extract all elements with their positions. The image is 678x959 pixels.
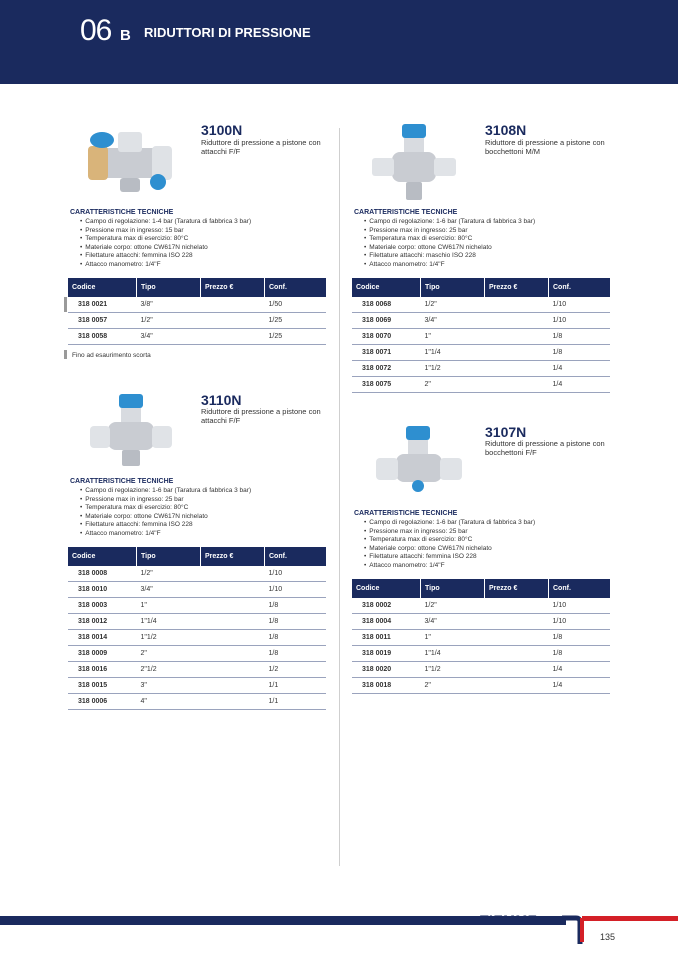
table-row xyxy=(352,377,610,393)
cell-conf: 1/4 xyxy=(549,678,611,694)
table-row xyxy=(352,662,610,678)
cell-conf: 1/10 xyxy=(549,598,611,614)
cell-codice: 318 0003 xyxy=(68,598,137,614)
cell-conf: 1/10 xyxy=(549,297,611,313)
cell-tipo: 3" xyxy=(137,678,201,694)
spec-item: • Temperatura max di esercizio: 80°C xyxy=(80,235,251,244)
cell-tipo: 3/4" xyxy=(137,329,201,345)
spec-title-3107n: CARATTERISTICHE TECNICHE xyxy=(354,510,458,517)
cell-codice: 318 0075 xyxy=(352,377,421,393)
table-row xyxy=(68,598,326,614)
cell-tipo: 1"1/4 xyxy=(137,614,201,630)
spec-item: • Attacco manometro: 1/4"F xyxy=(364,562,535,571)
spec-item: • Filettature attacchi: femmina ISO 228 xyxy=(80,252,251,261)
spec-item: • Campo di regolazione: 1-6 bar (Taratura di fabbrica 3 bar) xyxy=(80,487,251,496)
table-row xyxy=(352,614,610,630)
cell-codice: 318 0012 xyxy=(68,614,137,630)
cell-codice: 318 0009 xyxy=(68,646,137,662)
cell-codice: 318 0016 xyxy=(68,662,137,678)
cell-prezzo xyxy=(485,662,549,678)
cell-codice: 318 0014 xyxy=(68,630,137,646)
cell-codice: 318 0006 xyxy=(68,694,137,710)
col-header-codice: Codice xyxy=(352,579,421,598)
product-desc-3100n: Riduttore di pressione a pistone con attacchi F/F xyxy=(201,138,321,156)
spec-item: • Campo di regolazione: 1-6 bar (Taratura di fabbrica 3 bar) xyxy=(364,519,535,528)
cell-tipo: 1"1/2 xyxy=(137,630,201,646)
cell-tipo: 1" xyxy=(137,598,201,614)
cell-tipo: 4" xyxy=(137,694,201,710)
cell-conf: 1/10 xyxy=(265,566,327,582)
cell-conf: 1/10 xyxy=(549,614,611,630)
cell-prezzo xyxy=(201,297,265,313)
cell-conf: 1/8 xyxy=(549,345,611,361)
spec-item: • Attacco manometro: 1/4"F xyxy=(80,261,251,270)
table-row xyxy=(352,646,610,662)
cell-tipo: 1/2" xyxy=(421,598,485,614)
cell-tipo: 1"1/4 xyxy=(421,646,485,662)
spec-item: • Materiale corpo: ottone CW617N nichelato xyxy=(364,545,535,554)
cell-tipo: 1" xyxy=(421,329,485,345)
cell-prezzo xyxy=(485,646,549,662)
product-desc-3110n: Riduttore di pressione a pistone con attacchi F/F xyxy=(201,407,321,425)
col-header-tipo: Tipo xyxy=(137,547,201,566)
cell-codice: 318 0019 xyxy=(352,646,421,662)
table-row xyxy=(352,361,610,377)
table-row xyxy=(352,630,610,646)
valve-3110n-image xyxy=(86,392,176,472)
table-row xyxy=(68,678,326,694)
cell-codice: 318 0011 xyxy=(352,630,421,646)
cell-tipo: 2" xyxy=(137,646,201,662)
cell-prezzo xyxy=(201,630,265,646)
cell-codice: 318 0068 xyxy=(352,297,421,313)
cell-conf: 1/8 xyxy=(549,646,611,662)
valve-3107n-image xyxy=(374,424,464,502)
product-code-3108n: 3108N xyxy=(485,122,527,138)
cell-prezzo xyxy=(201,313,265,329)
table-row xyxy=(68,313,326,329)
cell-conf: 1/1 xyxy=(265,678,327,694)
col-header-prezzo: Prezzo € xyxy=(201,278,265,297)
cell-tipo: 3/4" xyxy=(421,614,485,630)
col-header-codice: Codice xyxy=(68,278,137,297)
cell-tipo: 3/4" xyxy=(421,313,485,329)
spec-item: • Pressione max in ingresso: 15 bar xyxy=(80,227,251,236)
product-code-3110n: 3110N xyxy=(201,392,242,408)
cell-tipo: 1/2" xyxy=(137,566,201,582)
spec-item: • Filettature attacchi: femmina ISO 228 xyxy=(80,521,251,530)
cell-prezzo xyxy=(485,345,549,361)
discontinued-marker xyxy=(64,297,67,312)
cell-prezzo xyxy=(201,598,265,614)
cell-codice: 318 0021 xyxy=(68,297,137,313)
cell-prezzo xyxy=(485,598,549,614)
brand-swoosh-icon xyxy=(560,914,590,946)
table-row xyxy=(68,630,326,646)
spec-item: • Temperatura max di esercizio: 80°C xyxy=(364,235,535,244)
spec-item: • Materiale corpo: ottone CW617N nichelato xyxy=(80,244,251,253)
col-header-conf: Conf. xyxy=(549,579,611,598)
col-header-codice: Codice xyxy=(68,547,137,566)
table-row xyxy=(68,329,326,345)
spec-list-3107n xyxy=(364,519,535,570)
discontinued-note: Fino ad esaurimento scorta xyxy=(72,352,151,359)
spec-item: • Pressione max in ingresso: 25 bar xyxy=(364,227,535,236)
cell-codice: 318 0071 xyxy=(352,345,421,361)
cell-tipo: 3/8" xyxy=(137,297,201,313)
cell-codice: 318 0069 xyxy=(352,313,421,329)
table-row xyxy=(352,598,610,614)
spec-title-3108n: CARATTERISTICHE TECNICHE xyxy=(354,209,458,216)
price-table-3110n xyxy=(68,547,326,710)
cell-conf: 1/4 xyxy=(549,377,611,393)
cell-conf: 1/25 xyxy=(265,329,327,345)
table-row xyxy=(352,678,610,694)
cell-conf: 1/8 xyxy=(265,614,327,630)
cell-prezzo xyxy=(201,646,265,662)
page-header xyxy=(0,0,678,84)
product-desc-3108n: Riduttore di pressione a pistone con bocchettoni M/M xyxy=(485,138,605,156)
cell-prezzo xyxy=(201,329,265,345)
cell-codice: 318 0020 xyxy=(352,662,421,678)
cell-codice: 318 0002 xyxy=(352,598,421,614)
cell-conf: 1/8 xyxy=(549,630,611,646)
table-row xyxy=(68,646,326,662)
table-row xyxy=(352,345,610,361)
spec-item: • Materiale corpo: ottone CW617N nichelato xyxy=(364,244,535,253)
table-row xyxy=(68,566,326,582)
cell-prezzo xyxy=(485,678,549,694)
cell-conf: 1/8 xyxy=(549,329,611,345)
note-marker xyxy=(64,350,67,359)
section-number: 06 xyxy=(80,14,112,47)
cell-codice: 318 0072 xyxy=(352,361,421,377)
table-row xyxy=(352,329,610,345)
cell-codice: 318 0070 xyxy=(352,329,421,345)
spec-list-3110n xyxy=(80,487,251,538)
cell-prezzo xyxy=(485,361,549,377)
table-row xyxy=(352,297,610,313)
cell-tipo: 2" xyxy=(421,678,485,694)
col-header-conf: Conf. xyxy=(265,547,327,566)
valve-3100n-image xyxy=(80,124,180,200)
spec-item: • Temperatura max di esercizio: 80°C xyxy=(80,504,251,513)
cell-codice: 318 0057 xyxy=(68,313,137,329)
cell-conf: 1/1 xyxy=(265,694,327,710)
col-header-prezzo: Prezzo € xyxy=(485,278,549,297)
cell-prezzo xyxy=(485,630,549,646)
spec-item: • Campo di regolazione: 1-4 bar (Taratura di fabbrica 3 bar) xyxy=(80,218,251,227)
cell-prezzo xyxy=(201,614,265,630)
spec-list-3108n xyxy=(364,218,535,269)
column-divider xyxy=(339,128,340,866)
col-header-prezzo: Prezzo € xyxy=(485,579,549,598)
cell-conf: 1/10 xyxy=(549,313,611,329)
col-header-tipo: Tipo xyxy=(421,579,485,598)
cell-conf: 1/25 xyxy=(265,313,327,329)
col-header-prezzo: Prezzo € xyxy=(201,547,265,566)
product-code-3107n: 3107N xyxy=(485,424,527,440)
cell-prezzo xyxy=(201,662,265,678)
cell-tipo: 1"1/4 xyxy=(421,345,485,361)
cell-codice: 318 0008 xyxy=(68,566,137,582)
cell-conf: 1/2 xyxy=(265,662,327,678)
spec-item: • Pressione max in ingresso: 25 bar xyxy=(364,528,535,537)
col-header-conf: Conf. xyxy=(549,278,611,297)
cell-prezzo xyxy=(485,377,549,393)
cell-tipo: 1" xyxy=(421,630,485,646)
spec-item: • Filettature attacchi: femmina ISO 228 xyxy=(364,553,535,562)
cell-conf: 1/4 xyxy=(549,662,611,678)
cell-prezzo xyxy=(201,678,265,694)
cell-prezzo xyxy=(485,329,549,345)
cell-codice: 318 0018 xyxy=(352,678,421,694)
cell-tipo: 2" xyxy=(421,377,485,393)
product-desc-3107n: Riduttore di pressione a pistone con bocchettoni F/F xyxy=(485,439,605,457)
col-header-tipo: Tipo xyxy=(137,278,201,297)
cell-conf: 1/4 xyxy=(549,361,611,377)
footer-red-bar xyxy=(582,916,678,921)
brand-logo: TIEMME xyxy=(480,912,538,928)
cell-conf: 1/8 xyxy=(265,630,327,646)
section-letter: B xyxy=(120,27,131,44)
product-code-3100n: 3100N xyxy=(201,122,243,138)
cell-conf: 1/8 xyxy=(265,646,327,662)
price-table-3107n xyxy=(352,579,610,694)
valve-3108n-image xyxy=(370,122,458,206)
cell-conf: 1/10 xyxy=(265,582,327,598)
table-row xyxy=(352,313,610,329)
table-row xyxy=(68,614,326,630)
spec-item: • Campo di regolazione: 1-6 bar (Taratura di fabbrica 3 bar) xyxy=(364,218,535,227)
page-number: 135 xyxy=(600,932,616,942)
cell-tipo: 1"1/2 xyxy=(421,361,485,377)
cell-prezzo xyxy=(201,566,265,582)
cell-prezzo xyxy=(485,614,549,630)
spec-item: • Filettature attacchi: maschio ISO 228 xyxy=(364,252,535,261)
cell-conf: 1/50 xyxy=(265,297,327,313)
cell-prezzo xyxy=(485,313,549,329)
cell-tipo: 1/2" xyxy=(421,297,485,313)
cell-prezzo xyxy=(201,694,265,710)
cell-conf: 1/8 xyxy=(265,598,327,614)
spec-item: • Attacco manometro: 1/4"F xyxy=(80,530,251,539)
table-row xyxy=(68,582,326,598)
price-table-3100n xyxy=(68,278,326,345)
spec-item: • Temperatura max di esercizio: 80°C xyxy=(364,536,535,545)
table-row xyxy=(68,662,326,678)
cell-tipo: 1/2" xyxy=(137,313,201,329)
col-header-tipo: Tipo xyxy=(421,278,485,297)
spec-title-3110n: CARATTERISTICHE TECNICHE xyxy=(70,478,174,485)
spec-item: • Attacco manometro: 1/4"F xyxy=(364,261,535,270)
spec-item: • Materiale corpo: ottone CW617N nichelato xyxy=(80,513,251,522)
cell-codice: 318 0058 xyxy=(68,329,137,345)
col-header-conf: Conf. xyxy=(265,278,327,297)
spec-item: • Pressione max in ingresso: 25 bar xyxy=(80,496,251,505)
spec-list-3100n xyxy=(80,218,251,269)
cell-codice: 318 0010 xyxy=(68,582,137,598)
table-row xyxy=(68,694,326,710)
section-title: RIDUTTORI DI PRESSIONE xyxy=(144,25,311,40)
table-row xyxy=(68,297,326,313)
cell-tipo: 1"1/2 xyxy=(421,662,485,678)
spec-title-3100n: CARATTERISTICHE TECNICHE xyxy=(70,209,174,216)
cell-tipo: 3/4" xyxy=(137,582,201,598)
cell-prezzo xyxy=(201,582,265,598)
cell-tipo: 2"1/2 xyxy=(137,662,201,678)
cell-codice: 318 0015 xyxy=(68,678,137,694)
price-table-3108n xyxy=(352,278,610,393)
cell-codice: 318 0004 xyxy=(352,614,421,630)
cell-prezzo xyxy=(485,297,549,313)
col-header-codice: Codice xyxy=(352,278,421,297)
